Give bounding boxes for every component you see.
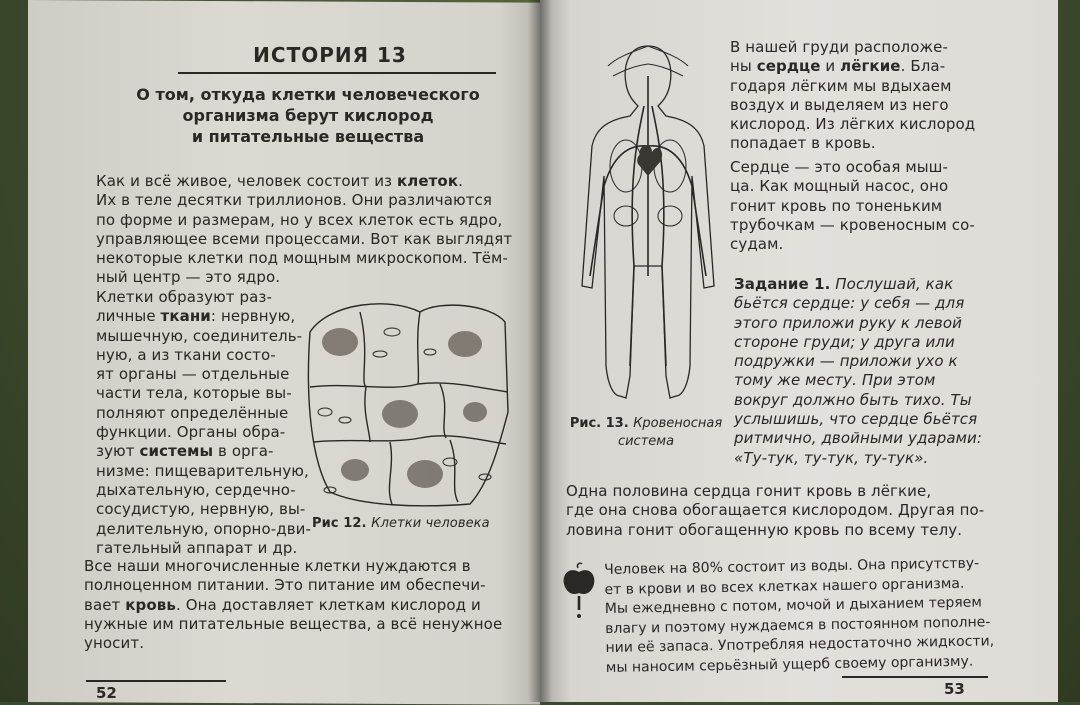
text-line: ловина гонит обогащенную кровь по всему телу. (566, 520, 963, 539)
text-line: Человек на 80% состоит из воды. Она присутству- (604, 555, 980, 578)
text-line: ную, а из ткани состо- (96, 345, 276, 364)
circulatory-system-illustration (568, 36, 728, 416)
text-line: уносит. (84, 634, 145, 653)
text-line: полняют определённые (96, 403, 289, 422)
text-line: ны сердце и лёгкие. Бла- (730, 57, 946, 76)
text-line: нии её запаса. Употребляя недостаточно жидкости, (605, 633, 995, 656)
story-title: ИСТОРИЯ 13 (253, 43, 407, 67)
text-line: ет в крови и во всех клетках нашего организма. (604, 575, 965, 598)
text-line: Их в теле десятки триллионов. Они различаются (96, 191, 493, 210)
text-line: воздух и выделяем из него (730, 95, 949, 114)
text-line: сосудистую, нервную, вы- (96, 500, 306, 519)
text-line: личные ткани: нервную, (96, 307, 296, 326)
text-line: Мы ежедневно с потом, мочой и дыханием теряем (604, 594, 983, 617)
heading-line: и питательные вещества (191, 127, 425, 146)
text-line: функции. Органы обра- (96, 423, 286, 442)
text-line: ный центр — это ядро. (96, 268, 281, 287)
text-line: части тела, которые вы- (96, 384, 292, 403)
text-line: ритмично, двойными ударами: (734, 429, 983, 448)
text-line: полноценном питании. Это питание им обеспечи- (84, 576, 486, 595)
text-line: подружки — приложи ухо к (734, 352, 958, 371)
cells-illustration (300, 292, 512, 510)
text-line: судам. (730, 235, 784, 254)
text-line: услышишь, что сердце бьётся (734, 410, 978, 429)
text-line: низме: пищеварительную, (96, 461, 309, 480)
text-line: этого приложи руку к левой (734, 313, 962, 332)
text-line: зуют системы в орга- (96, 442, 274, 461)
page-number-rule (842, 676, 988, 678)
book-gutter (528, 0, 552, 702)
text-line: Как и всё живое, человек состоит из клеток. (96, 172, 463, 190)
heading-line: организма берут кислород (182, 106, 434, 125)
text-line: бьётся сердце: у себя — для (734, 294, 965, 313)
text-line: Одна половина сердца гонит кровь в лёгкие, (566, 482, 932, 500)
text-line: вокруг должно быть тихо. Ты (734, 390, 972, 409)
paragraph-tissues (96, 288, 311, 558)
apple-exclamation-icon (560, 560, 598, 620)
text-line: мышечную, соединитель- (96, 326, 303, 345)
paragraph-heart-lungs (730, 38, 975, 154)
page-number-right: 53 (944, 680, 965, 698)
text-line: нужные им питательные вещества, а всё ненужное (84, 614, 503, 633)
text-line: тому же месту. При этом (734, 371, 936, 390)
task-1 (734, 275, 982, 468)
fact-note (604, 554, 995, 678)
text-line: вает кровь. Она доставляет клеткам кислород и (84, 595, 481, 614)
title-underline (178, 72, 496, 74)
text-line: делительную, опорно-дви- (96, 519, 312, 538)
heading-line: О том, откуда клетки человеческого (136, 85, 480, 104)
page-number-left: 52 (96, 684, 117, 702)
paragraph-blood (84, 557, 502, 653)
text-line: гонит кровь по тоненьким (730, 196, 943, 215)
text-line: Сердце — это особая мыш- (730, 158, 949, 176)
text-line: дыхательную, сердечно- (96, 480, 296, 499)
text-line: некоторые клетки под мощным микроскопом. Тём- (96, 249, 508, 268)
text-line: по форме и размерам, но у всех клеток есть ядро, (96, 210, 503, 229)
text-line: годаря лёгким мы вдыхаем (730, 76, 952, 95)
text-line: В нашей груди расположе- (730, 38, 948, 56)
paragraph-heart-halves (566, 482, 984, 540)
text-line: гательный аппарат и др. (96, 538, 298, 557)
text-line: трубочкам — кровеносным со- (730, 215, 975, 234)
figure-12-caption: Рис 12. Клетки человека (312, 516, 490, 531)
text-line: ят органы — отдельные (96, 365, 290, 384)
text-line: «Ту-тук, ту-тук, ту-тук». (734, 448, 929, 467)
page-number-rule (86, 680, 226, 682)
text-line: где она снова обогащается кислородом. Другая по- (566, 501, 985, 520)
text-line: Все наши многочисленные клетки нуждаются в (84, 557, 471, 575)
figure-13-caption: Рис. 13. Кровеносная система (569, 416, 723, 449)
text-line: попадает в кровь. (730, 134, 876, 153)
text-line: влагу и поэтому нуждаемся в постоянном пополне- (605, 613, 991, 637)
paragraph-cells (96, 172, 512, 288)
text-line: управляющее всеми процессами. Вот как выглядят (96, 229, 513, 248)
text-line: Задание 1. Послушай, как (734, 275, 954, 293)
chapter-heading (112, 84, 504, 147)
text-line: стороне груди; у друга или (734, 332, 955, 351)
text-line: кислород. Из лёгких кислород (730, 115, 976, 134)
text-line: Клетки образуют раз- (96, 288, 273, 306)
paragraph-heart-pump (730, 158, 975, 254)
text-line: мы наносим серьёзный ущерб своему организму. (605, 653, 974, 676)
text-line: ца. Как мощный насос, оно (730, 177, 949, 196)
